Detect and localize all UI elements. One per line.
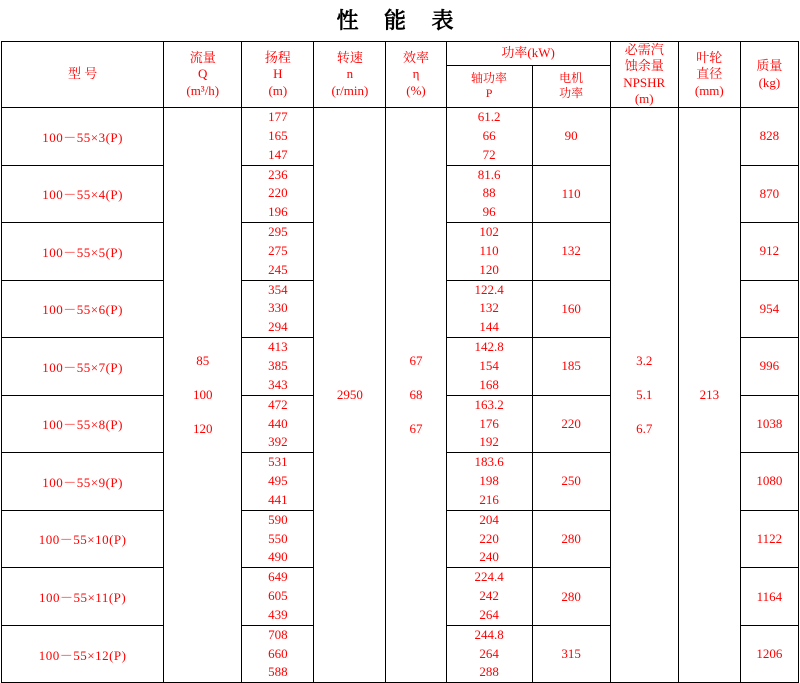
cell-shaft-power [446, 165, 532, 223]
cell-head [242, 510, 314, 568]
cell-flow-values [164, 108, 242, 683]
cell-mass: 828 [740, 108, 798, 166]
cell-motor-power: 280 [532, 568, 610, 626]
shaft-power-value: 96 [482, 204, 496, 220]
head-value: 440 [268, 415, 288, 431]
cell-model: 100－55×8(P) [2, 395, 164, 453]
flow-value: 100 [193, 387, 213, 403]
npshr-value: 3.2 [636, 353, 653, 369]
shaft-power-value: 183.6 [474, 454, 504, 470]
flow-value: 85 [196, 353, 210, 369]
cell-efficiency-values [386, 108, 446, 683]
header-speed-unit: (r/min) [331, 82, 369, 98]
cell-model: 100－55×5(P) [2, 223, 164, 281]
head-value: 275 [268, 242, 288, 258]
cell-head [242, 338, 314, 396]
cell-model: 100－55×10(P) [2, 510, 164, 568]
cell-model: 100－55×7(P) [2, 338, 164, 396]
cell-mass: 1080 [740, 453, 798, 511]
header-head [242, 42, 314, 108]
cell-shaft-power [446, 395, 532, 453]
header-mass [740, 42, 798, 108]
head-value: 385 [268, 357, 288, 373]
header-power-group: 功率(kW) [446, 42, 610, 66]
header-speed [314, 42, 386, 108]
cell-shaft-power [446, 510, 532, 568]
cell-mass: 1206 [740, 625, 798, 683]
cell-motor-power: 220 [532, 395, 610, 453]
efficiency-value: 67 [409, 353, 423, 369]
header-shaft-power [446, 65, 532, 107]
cell-motor-power: 250 [532, 453, 610, 511]
head-value: 196 [268, 204, 288, 220]
cell-model: 100－55×9(P) [2, 453, 164, 511]
shaft-power-value: 163.2 [474, 396, 504, 412]
shaft-power-value: 176 [479, 415, 499, 431]
cell-motor-power: 315 [532, 625, 610, 683]
efficiency-value: 67 [409, 421, 423, 437]
header-impeller-diameter [678, 42, 740, 108]
shaft-power-value: 154 [479, 357, 499, 373]
shaft-power-value: 224.4 [474, 569, 504, 585]
cell-npshr-values [610, 108, 678, 683]
shaft-power-value: 264 [479, 606, 499, 622]
page-title: 性 能 表 [336, 8, 464, 33]
cell-head [242, 568, 314, 626]
header-npshr-line3: NPSHR [623, 74, 666, 90]
cell-mass: 1122 [740, 510, 798, 568]
shaft-power-value: 120 [479, 261, 499, 277]
head-value: 392 [268, 434, 288, 450]
table-header [2, 42, 799, 108]
cell-model: 100－55×6(P) [2, 280, 164, 338]
cell-head [242, 453, 314, 511]
shaft-power-value: 144 [479, 319, 499, 335]
head-value: 441 [268, 491, 288, 507]
head-value: 165 [268, 127, 288, 143]
shaft-power-value: 242 [479, 588, 499, 604]
head-value: 490 [268, 549, 288, 565]
head-value: 413 [268, 339, 288, 355]
cell-shaft-power [446, 568, 532, 626]
header-head-unit: (m) [268, 82, 288, 98]
shaft-power-value: 110 [479, 242, 499, 258]
performance-table [1, 41, 799, 683]
shaft-power-value: 198 [479, 473, 499, 489]
header-efficiency-name: 效率 [402, 50, 429, 66]
shaft-power-value: 244.8 [474, 626, 504, 642]
shaft-power-value: 72 [482, 146, 496, 162]
cell-head [242, 165, 314, 223]
npshr-value: 5.1 [636, 387, 653, 403]
head-value: 649 [268, 569, 288, 585]
shaft-power-value: 288 [479, 664, 499, 680]
cell-motor-power: 90 [532, 108, 610, 166]
cell-head [242, 395, 314, 453]
header-flow-unit: (m³/h) [186, 82, 220, 98]
header-impeller-line3: (mm) [694, 82, 724, 98]
header-npshr-line2: 蚀余量 [624, 58, 664, 74]
header-head-symbol: H [273, 66, 283, 82]
header-model: 型 号 [2, 42, 164, 108]
flow-value: 120 [193, 421, 213, 437]
table-body [2, 108, 799, 683]
shaft-power-value: 66 [482, 127, 496, 143]
shaft-power-value: 204 [479, 511, 499, 527]
npshr-value: 6.7 [636, 421, 653, 437]
cell-motor-power: 132 [532, 223, 610, 281]
head-value: 330 [268, 300, 288, 316]
cell-model: 100－55×12(P) [2, 625, 164, 683]
header-shaft-power-line2: P [485, 86, 493, 101]
head-value: 495 [268, 473, 288, 489]
cell-head [242, 223, 314, 281]
shaft-power-value: 240 [479, 549, 499, 565]
cell-mass: 996 [740, 338, 798, 396]
header-speed-symbol: n [346, 66, 354, 82]
cell-shaft-power [446, 108, 532, 166]
cell-shaft-power [446, 223, 532, 281]
cell-impeller-diameter: 213 [678, 108, 740, 683]
header-efficiency-unit: (%) [406, 82, 426, 98]
header-efficiency-symbol: η [412, 66, 420, 82]
cell-shaft-power [446, 280, 532, 338]
efficiency-value: 68 [409, 387, 423, 403]
head-value: 354 [268, 281, 288, 297]
head-value: 708 [268, 626, 288, 642]
cell-model: 100－55×3(P) [2, 108, 164, 166]
cell-mass: 870 [740, 165, 798, 223]
cell-model: 100－55×11(P) [2, 568, 164, 626]
head-value: 660 [268, 645, 288, 661]
header-impeller-line2: 直径 [696, 66, 723, 82]
header-flow [164, 42, 242, 108]
shaft-power-value: 220 [479, 530, 499, 546]
head-value: 294 [268, 319, 288, 335]
header-shaft-power-line1: 轴功率 [471, 71, 508, 86]
header-row-1 [2, 42, 799, 66]
header-flow-name: 流量 [189, 50, 216, 66]
table-row [2, 108, 799, 166]
header-motor-power-line1: 电机 [559, 71, 584, 86]
cell-mass: 954 [740, 280, 798, 338]
cell-speed: 2950 [314, 108, 386, 683]
cell-mass: 1164 [740, 568, 798, 626]
shaft-power-value: 132 [479, 300, 499, 316]
header-impeller-line1: 叶轮 [696, 50, 723, 66]
shaft-power-value: 81.6 [477, 166, 501, 182]
head-value: 590 [268, 511, 288, 527]
shaft-power-value: 264 [479, 645, 499, 661]
header-npshr-line1: 必需汽 [624, 42, 664, 57]
shaft-power-value: 122.4 [474, 281, 504, 297]
head-value: 343 [268, 376, 288, 392]
head-value: 177 [268, 109, 288, 124]
header-speed-name: 转速 [336, 50, 363, 66]
header-head-name: 扬程 [264, 50, 291, 66]
cell-motor-power: 280 [532, 510, 610, 568]
cell-motor-power: 160 [532, 280, 610, 338]
head-value: 605 [268, 588, 288, 604]
head-value: 147 [268, 146, 288, 162]
cell-head [242, 108, 314, 166]
head-value: 439 [268, 606, 288, 622]
header-motor-power-line2: 功率 [559, 86, 584, 101]
shaft-power-value: 142.8 [474, 339, 504, 355]
head-value: 236 [268, 166, 288, 182]
header-mass-line2: (kg) [758, 74, 781, 90]
cell-shaft-power [446, 338, 532, 396]
head-value: 550 [268, 530, 288, 546]
cell-mass: 1038 [740, 395, 798, 453]
shaft-power-value: 102 [479, 224, 499, 240]
head-value: 295 [268, 224, 288, 240]
shaft-power-value: 61.2 [477, 109, 501, 124]
shaft-power-value: 88 [482, 185, 496, 201]
header-motor-power [532, 65, 610, 107]
head-value: 588 [268, 664, 288, 680]
header-npshr-line4: (m) [634, 90, 654, 106]
cell-head [242, 625, 314, 683]
shaft-power-value: 192 [479, 434, 499, 450]
header-mass-line1: 质量 [756, 58, 783, 74]
header-flow-symbol: Q [198, 66, 208, 82]
header-npshr [610, 42, 678, 108]
shaft-power-value: 216 [479, 491, 499, 507]
header-efficiency [386, 42, 446, 108]
cell-head [242, 280, 314, 338]
head-value: 220 [268, 185, 288, 201]
cell-motor-power: 185 [532, 338, 610, 396]
cell-shaft-power [446, 453, 532, 511]
head-value: 245 [268, 261, 288, 277]
cell-model: 100－55×4(P) [2, 165, 164, 223]
shaft-power-value: 168 [479, 376, 499, 392]
cell-mass: 912 [740, 223, 798, 281]
cell-motor-power: 110 [532, 165, 610, 223]
head-value: 472 [268, 396, 288, 412]
head-value: 531 [268, 454, 288, 470]
cell-shaft-power [446, 625, 532, 683]
